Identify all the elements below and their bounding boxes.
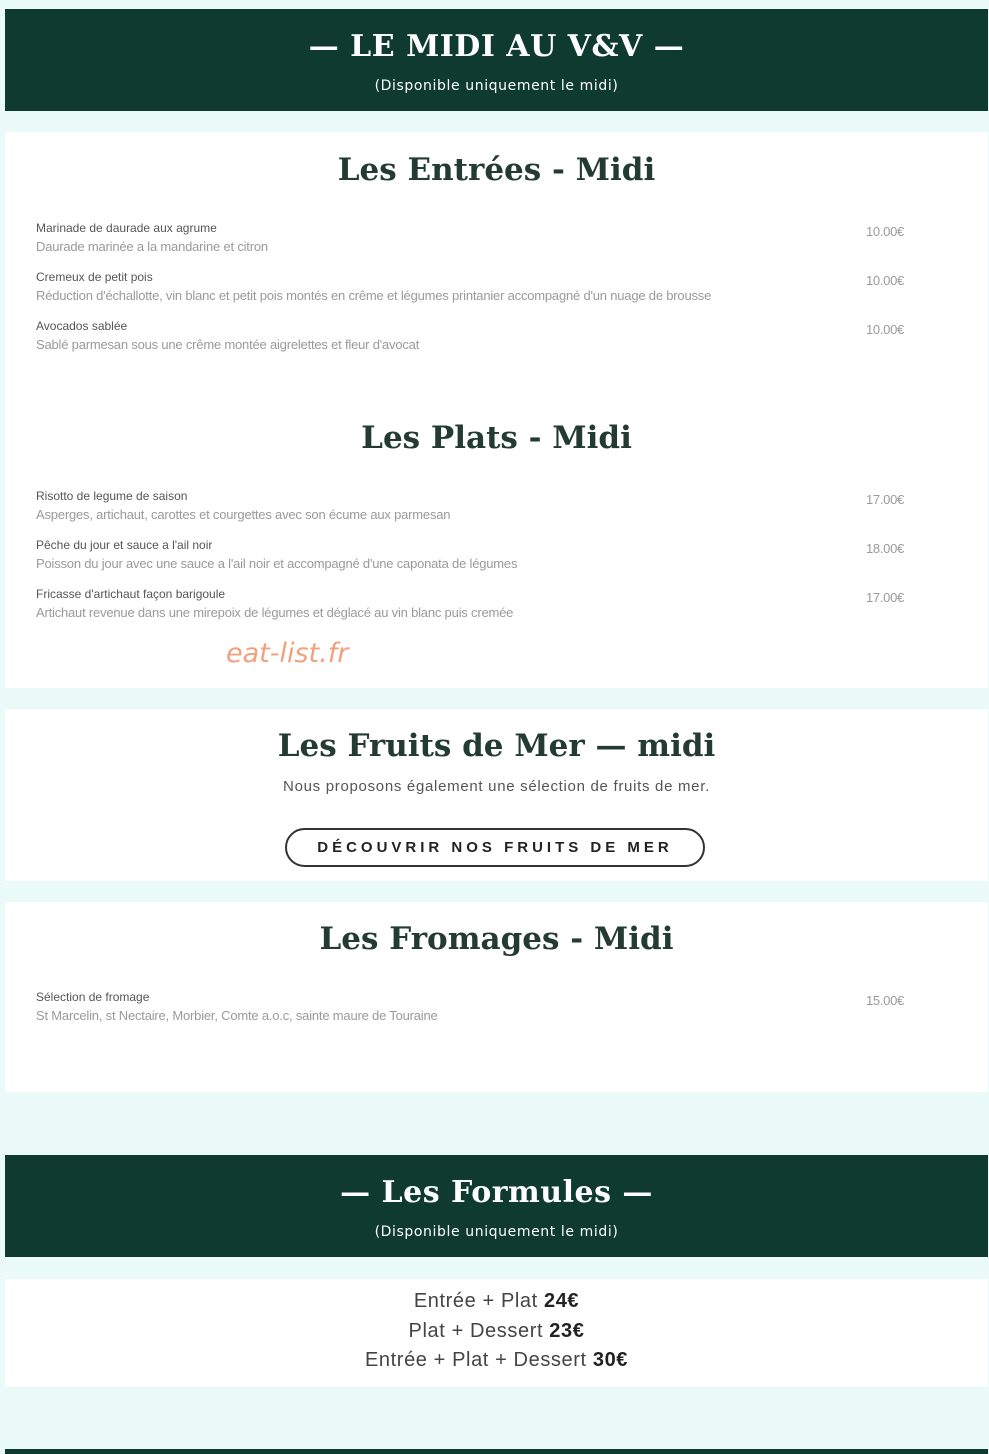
item-name: Marinade de daurade aux agrume [36, 221, 217, 235]
item-price: 18.00€ [866, 541, 904, 556]
formule-label: Entrée + Plat + Dessert [364, 1349, 587, 1371]
item-name: Fricasse d'artichaut façon barigoule [36, 587, 226, 601]
page-title: — LE MIDI AU V&V — [308, 29, 685, 64]
fruits-de-mer-intro: Nous proposons également une sélection de fruits de mer. [283, 778, 710, 795]
item-price: 15.00€ [866, 993, 904, 1008]
menu-item [36, 221, 936, 261]
fruits-de-mer-card [5, 709, 988, 881]
footer-edge [5, 1449, 988, 1454]
section-title-entrees: Les Entrées - Midi [337, 152, 656, 188]
item-description: Artichaut revenue dans une mirepoix de légumes et déglacé au vin blanc puis cremée [36, 605, 514, 620]
formule-price: 30€ [592, 1349, 629, 1371]
item-description: Sablé parmesan sous une crême montée aigrelettes et fleur d'avocat [36, 337, 420, 352]
item-name: Avocados sablée [36, 319, 128, 333]
midi-menu-card [5, 132, 988, 688]
menu-item [36, 319, 936, 359]
item-description: Daurade marinée a la mandarine et citron [36, 239, 268, 254]
item-name: Pêche du jour et sauce a l'ail noir [36, 538, 213, 552]
formule-price: 23€ [549, 1320, 585, 1342]
page-subtitle: (Disponible uniquement le midi) [374, 78, 619, 94]
menu-item [36, 587, 936, 627]
formule-line [5, 1320, 988, 1343]
section-title-fromages: Les Fromages - Midi [319, 921, 674, 957]
item-price: 10.00€ [866, 322, 904, 337]
menu-item [36, 538, 936, 578]
item-price: 17.00€ [866, 492, 904, 507]
formule-label: Plat + Dessert [408, 1320, 544, 1342]
item-description: Asperges, artichaut, carottes et courgettes avec son écume aux parmesan [36, 507, 451, 522]
midi-header-banner [5, 9, 988, 111]
fromages-card [5, 902, 988, 1092]
item-price: 10.00€ [866, 224, 904, 239]
item-description: Poisson du jour avec une sauce a l'ail noir et accompagné d'une caponata de légumes [36, 556, 518, 571]
item-description: Réduction d'échallotte, vin blanc et petit pois montés en crême et légumes printanier accompagné d'un nuage de brousse [36, 288, 712, 303]
menu-item [36, 990, 936, 1030]
formule-price: 24€ [543, 1290, 580, 1312]
formules-card [5, 1279, 988, 1387]
item-name: Cremeux de petit pois [36, 270, 153, 284]
watermark: eat-list.fr [226, 638, 349, 669]
formules-subtitle: (Disponible uniquement le midi) [374, 1224, 619, 1240]
section-title-fruits-de-mer: Les Fruits de Mer — midi [277, 728, 716, 764]
formule-line [5, 1290, 988, 1313]
menu-item [36, 270, 936, 310]
item-price: 17.00€ [866, 590, 904, 605]
formules-header-banner [5, 1155, 988, 1257]
formules-title: — Les Formules — [340, 1175, 653, 1210]
item-price: 10.00€ [866, 273, 904, 288]
item-name: Risotto de legume de saison [36, 489, 188, 503]
formule-line [5, 1349, 988, 1372]
discover-seafood-button[interactable]: DÉCOUVRIR NOS FRUITS DE MER [285, 828, 705, 867]
formule-label: Entrée + Plat [413, 1290, 538, 1312]
menu-item [36, 489, 936, 529]
item-description: St Marcelin, st Nectaire, Morbier, Comte a.o.c, sainte maure de Touraine [36, 1008, 438, 1023]
item-name: Sélection de fromage [36, 990, 150, 1004]
section-title-plats: Les Plats - Midi [361, 420, 632, 456]
